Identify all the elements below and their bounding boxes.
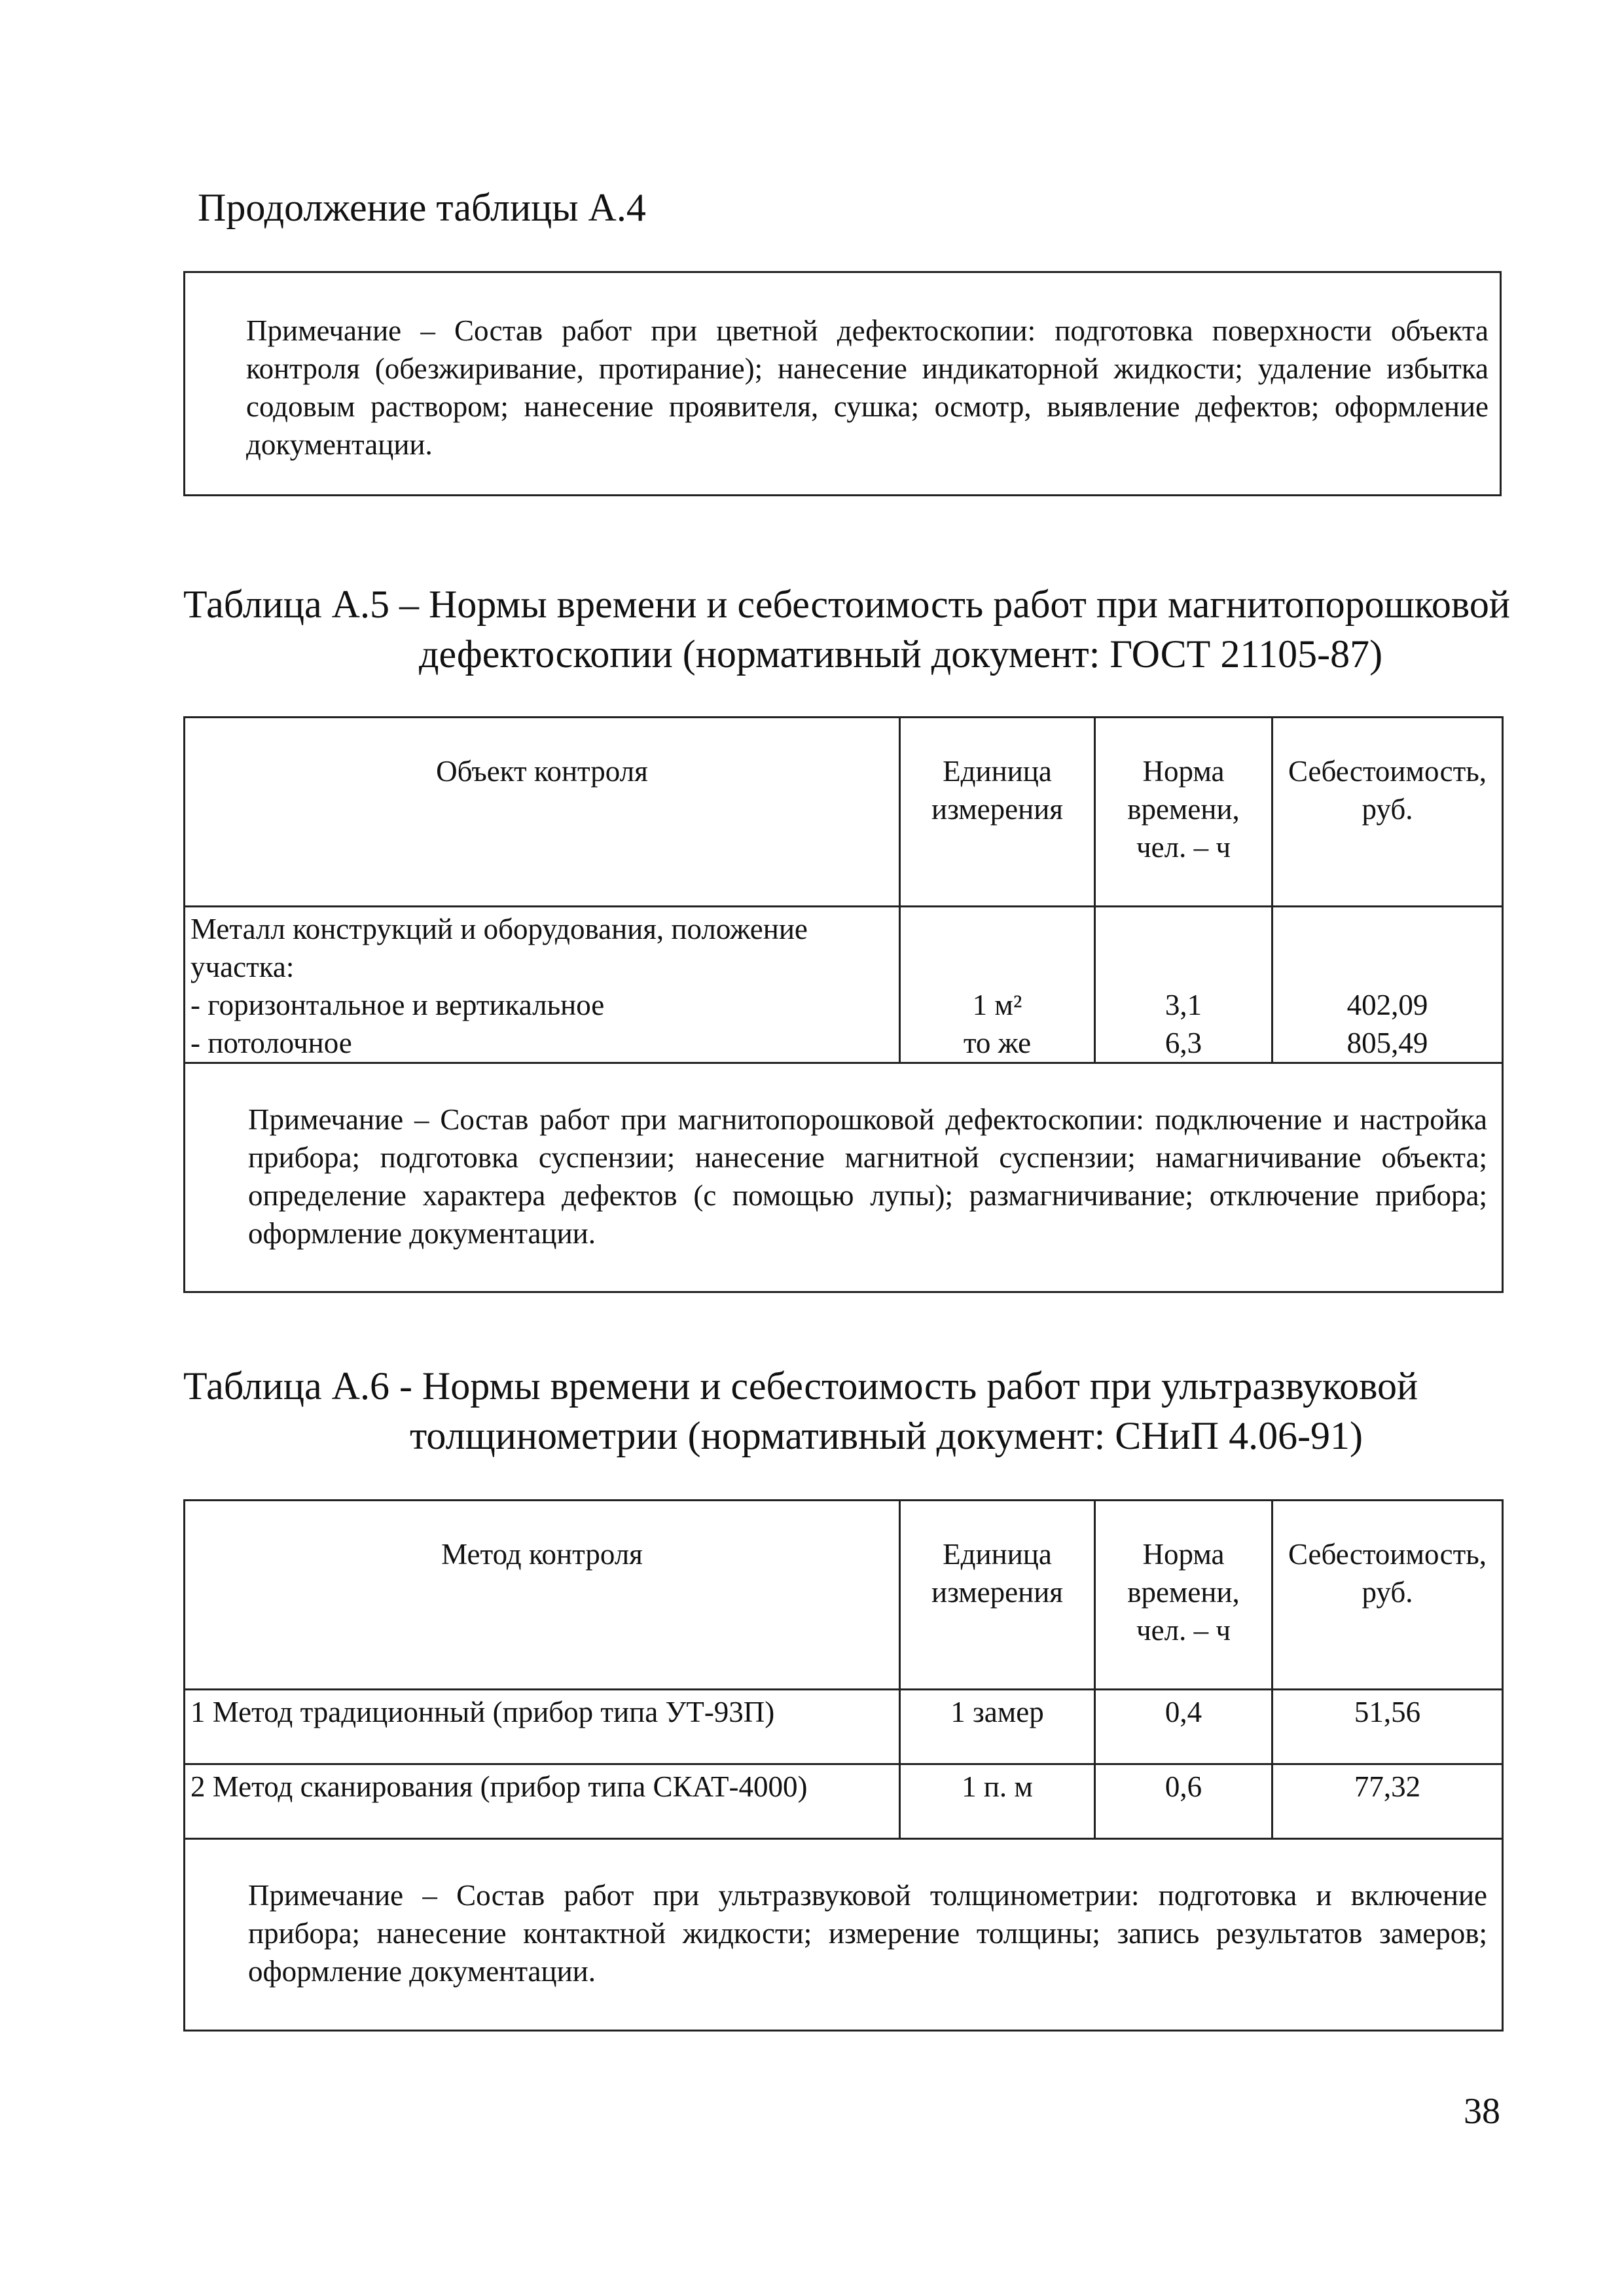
table-a5-row2-unit: то же (963, 1027, 1032, 1059)
table-a6-row1-cost: 51,56 (1272, 1690, 1503, 1764)
table-a5-note: Примечание – Состав работ при магнитопорошковой дефектоскопии: подключение и настройка прибора; подготовка суспензии; нанесение магнитной суспензии; намагничивание объекта; определение характера дефектов (с помощью лупы); размагничивание; отключение прибора; оформление документации. (248, 1103, 1487, 1250)
table-a5-cost-cell (1272, 907, 1503, 1063)
table-a6-header-cost: Себестоимость, руб. (1272, 1501, 1503, 1690)
table-a6-row1-norm: 0,4 (1095, 1690, 1272, 1764)
table-a5-header-unit: Единица измерения (900, 718, 1095, 907)
table-a6-note-row (185, 1839, 1503, 2031)
table-a5-row2-cost: 805,49 (1346, 1027, 1428, 1059)
table-a5-note-cell (185, 1063, 1503, 1292)
table-a5-header-cost: Себестоимость, руб. (1272, 718, 1503, 907)
table-a6-row2-unit: 1 п. м (900, 1764, 1095, 1839)
continuation-title: Продолжение таблицы А.4 (198, 186, 646, 229)
table-a6 (183, 1499, 1504, 2032)
table-a5-unit-cell (900, 907, 1095, 1063)
table-a5-header-row (185, 718, 1503, 907)
table-a5-row1-cost: 402,09 (1346, 989, 1428, 1021)
table-a5-row2-object: - потолочное (190, 1027, 352, 1059)
table-a5-note-row (185, 1063, 1503, 1292)
table-a6-header-unit: Единица измерения (900, 1501, 1095, 1690)
table-a6-row2-method: 2 Метод сканирования (прибор типа СКАТ-4000) (185, 1764, 900, 1839)
table-a6-row2-norm: 0,6 (1095, 1764, 1272, 1839)
table-a6-row1-unit: 1 замер (900, 1690, 1095, 1764)
table-a6-note: Примечание – Состав работ при ультразвуковой толщинометрии: подготовка и включение прибора; нанесение контактной жидкости; измерение толщины; запись результатов замеров; оформление документации. (248, 1879, 1487, 1988)
table-a5 (183, 716, 1504, 1293)
table-a6-header-method: Метод контроля (185, 1501, 900, 1690)
table-a5-row1-unit: 1 м² (972, 989, 1022, 1021)
table-a6-note-cell (185, 1839, 1503, 2031)
table-a6-caption-line1: Таблица А.6 - Нормы времени и себестоимость работ при ультразвуковой (183, 1364, 1418, 1408)
table-a6-header-norm: Норма времени, чел. – ч (1095, 1501, 1272, 1690)
table-a6-header-row (185, 1501, 1503, 1690)
table-a5-row1-norm: 3,1 (1164, 989, 1202, 1021)
table-a5-caption-line2: дефектоскопии (нормативный документ: ГОСТ 21105-87) (419, 632, 1383, 676)
table-row (185, 1690, 1503, 1764)
table-a6-caption-line2: толщинометрии (нормативный документ: СНиП 4.06-91) (410, 1414, 1363, 1457)
table-a5-caption-line1: Таблица А.5 – Нормы времени и себестоимость работ при магнитопорошковой (183, 583, 1510, 626)
table-a5-row2-norm: 6,3 (1164, 1027, 1202, 1059)
table-a6-row2-cost: 77,32 (1272, 1764, 1503, 1839)
table-a5-data-row (185, 907, 1503, 1063)
table-a5-object-cell (185, 907, 900, 1063)
table-a5-group-label: Металл конструкций и оборудования, положение участка: (190, 913, 808, 983)
page-number: 38 (1464, 2091, 1500, 2132)
table-a5-row1-object: - горизонтальное и вертикальное (190, 989, 605, 1021)
table-a5-header-object: Объект контроля (185, 718, 900, 907)
table-a4-note (198, 312, 1489, 464)
table-row (185, 1764, 1503, 1839)
table-a6-row1-method: 1 Метод традиционный (прибор типа УТ-93П) (185, 1690, 900, 1764)
table-a5-norm-cell (1095, 907, 1272, 1063)
table-a5-header-norm: Норма времени, чел. – ч (1095, 718, 1272, 907)
table-a4-note-text: Примечание – Состав работ при цветной дефектоскопии: подготовка поверхности объекта контроля (обезжиривание, протирание); нанесение индикаторной жидкости; удаление избытка содовым раствором; нанесение проявителя, сушка; осмотр, выявление дефектов; оформление документации. (246, 314, 1489, 461)
